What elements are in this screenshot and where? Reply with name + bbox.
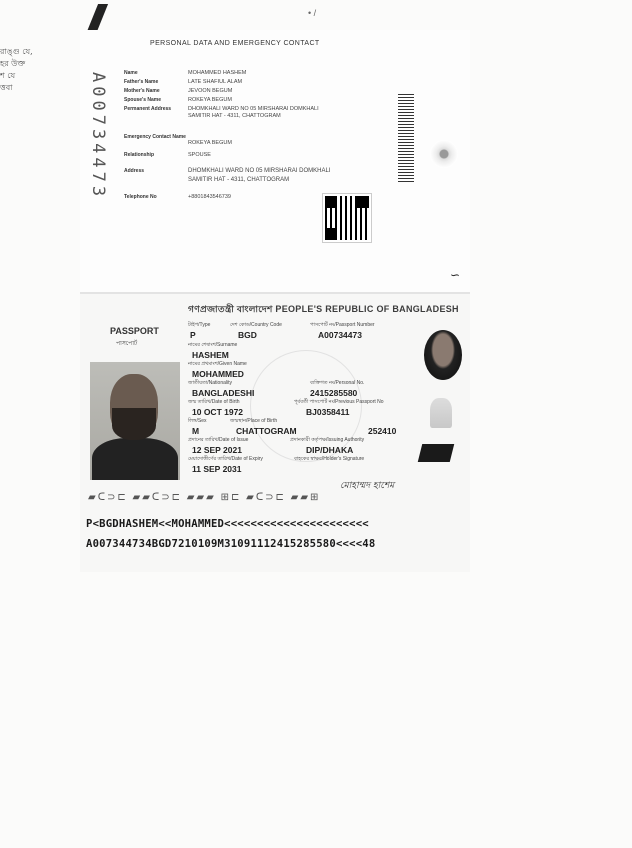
personal-data-page	[80, 30, 470, 292]
field-value: SAMITIR HAT - 4311, CHATTOGRAM	[188, 113, 281, 119]
field-label: Mother's Name	[124, 88, 160, 94]
field-label: Emergency Contact Name	[124, 134, 186, 140]
personal-value: 2415285580	[310, 388, 358, 398]
given-label: নামের প্রথমাংশ/Given Name	[188, 361, 247, 367]
perforated-serial	[84, 66, 114, 276]
margin-line: শ যে	[0, 71, 16, 80]
holder-label: বাহকের স্বাক্ষর/Holder's Signature	[294, 456, 365, 462]
surname-value: HASHEM	[192, 350, 229, 360]
field-value: SPOUSE	[188, 152, 211, 158]
dob-value: 10 OCT 1972	[192, 407, 244, 417]
number-value: A00734473	[318, 330, 362, 340]
field-value: ROKEYA BEGUM	[188, 140, 232, 146]
margin-line: হর উক্ত	[0, 59, 26, 68]
auth-label: প্রদানকারী কর্তৃপক্ষ/Issuing Authority	[290, 437, 365, 443]
doi-label: প্রদানের তারিখ/Date of Issue	[188, 437, 249, 443]
sex-label: লিঙ্গ/Sex	[188, 418, 207, 424]
pob-value: CHATTOGRAM	[236, 426, 297, 436]
personal-data-title: PERSONAL DATA AND EMERGENCY CONTACT	[150, 40, 320, 47]
field-value: JEVOON BEGUM	[188, 88, 233, 94]
country-label: দেশ কোড/Country Code	[230, 322, 282, 328]
republic-bn: গণপ্রজাতন্ত্রী বাংলাদেশ	[188, 304, 273, 314]
republic-en: PEOPLE'S REPUBLIC OF BANGLADESH	[275, 304, 459, 314]
personal-label: ব্যক্তিগত নং/Personal No.	[310, 380, 365, 386]
republic-header	[188, 302, 459, 317]
dob-label: জন্ম তারিখ/Date of Birth	[188, 399, 240, 405]
mrz-line-2: A007344734BGD7210109M31091112415285580<<<<48	[86, 538, 376, 550]
field-label: Father's Name	[124, 79, 159, 85]
type-value: P	[190, 330, 196, 340]
field-label: Telephone No	[124, 194, 157, 200]
type-label: টাইপ/Type	[188, 322, 211, 328]
pob-code: 252410	[368, 426, 397, 436]
ghost-image	[430, 398, 452, 428]
doe-label: মেয়াদোত্তীর্ণের তারিখ/Date of Expiry	[188, 456, 263, 462]
margin-line: ত্তবা	[0, 83, 13, 92]
mrz-line-1: P<BGDHASHEM<<MOHAMMED<<<<<<<<<<<<<<<<<<<<<<	[86, 518, 369, 530]
field-label: Address	[124, 168, 145, 174]
field-value: MOHAMMED HASHEM	[188, 70, 247, 76]
doi-value: 12 SEP 2021	[192, 445, 242, 455]
given-value: MOHAMMED	[192, 369, 244, 379]
sex-value: M	[192, 426, 200, 436]
nationality-value: BANGLADESHI	[192, 388, 255, 398]
field-value: ROKEYA BEGUM	[188, 97, 232, 103]
hologram-seal	[430, 140, 458, 168]
auth-value: DIP/DHAKA	[306, 445, 354, 455]
field-value: LATE SHAFIUL ALAM	[188, 79, 243, 85]
field-label: Permanent Address	[124, 106, 172, 112]
prev-value: BJ0358411	[306, 407, 350, 417]
secondary-photo	[424, 330, 462, 380]
photo-body	[92, 438, 178, 480]
holder-signature: মোহাম্মদ হাশেম	[340, 481, 395, 491]
country-value: BGD	[238, 330, 257, 340]
prev-label: পূর্ববর্তী পাসপোর্ট নং/Previous Passport No	[294, 399, 384, 405]
barcode	[398, 94, 414, 182]
field-value: DHOMKHALI WARD NO 05 MIRSHARAI DOMKHALI	[188, 106, 319, 112]
number-label: পাসপোর্ট নং/Passport Number	[310, 322, 375, 328]
margin-text	[0, 46, 33, 94]
security-chip	[418, 444, 454, 462]
holder-photo	[90, 362, 180, 480]
passport-heading: PASSPORT	[110, 326, 159, 336]
field-label: Name	[124, 70, 138, 76]
pob-label: জন্মস্থান/Place of Birth	[230, 418, 278, 424]
passport-data-page	[80, 292, 470, 572]
security-pattern-row: ▰ᑕ⊃⊏ ▰▰ᑕ⊃⊏ ▰▰▰ ⊞⊏ ▰ᑕ⊃⊏ ▰▰⊞	[88, 492, 321, 503]
field-value: SAMITIR HAT - 4311, CHATTOGRAM	[188, 177, 290, 183]
photo-beard	[112, 408, 156, 440]
field-value: +8801843546739	[188, 194, 231, 200]
nationality-label: জাতীয়তা/Nationality	[188, 380, 232, 386]
field-label: Relationship	[124, 152, 155, 158]
field-label: Spouse's Name	[124, 97, 162, 103]
serial-number: A00734473	[88, 72, 108, 201]
margin-line: রাঙ্গু যে,	[0, 47, 33, 56]
passport-page	[80, 30, 470, 570]
qr-code	[323, 194, 371, 242]
surname-label: নামের শেষাংশ/Surname	[188, 342, 238, 348]
page-curl-mark: ∽	[450, 268, 461, 282]
doe-value: 11 SEP 2031	[192, 464, 242, 474]
top-marks: • /	[308, 8, 317, 18]
field-value: DHOMKHALI WARD NO 05 MIRSHARAI DOMKHALI	[188, 168, 331, 174]
passport-heading-bn: পাসপোর্ট	[116, 341, 138, 347]
